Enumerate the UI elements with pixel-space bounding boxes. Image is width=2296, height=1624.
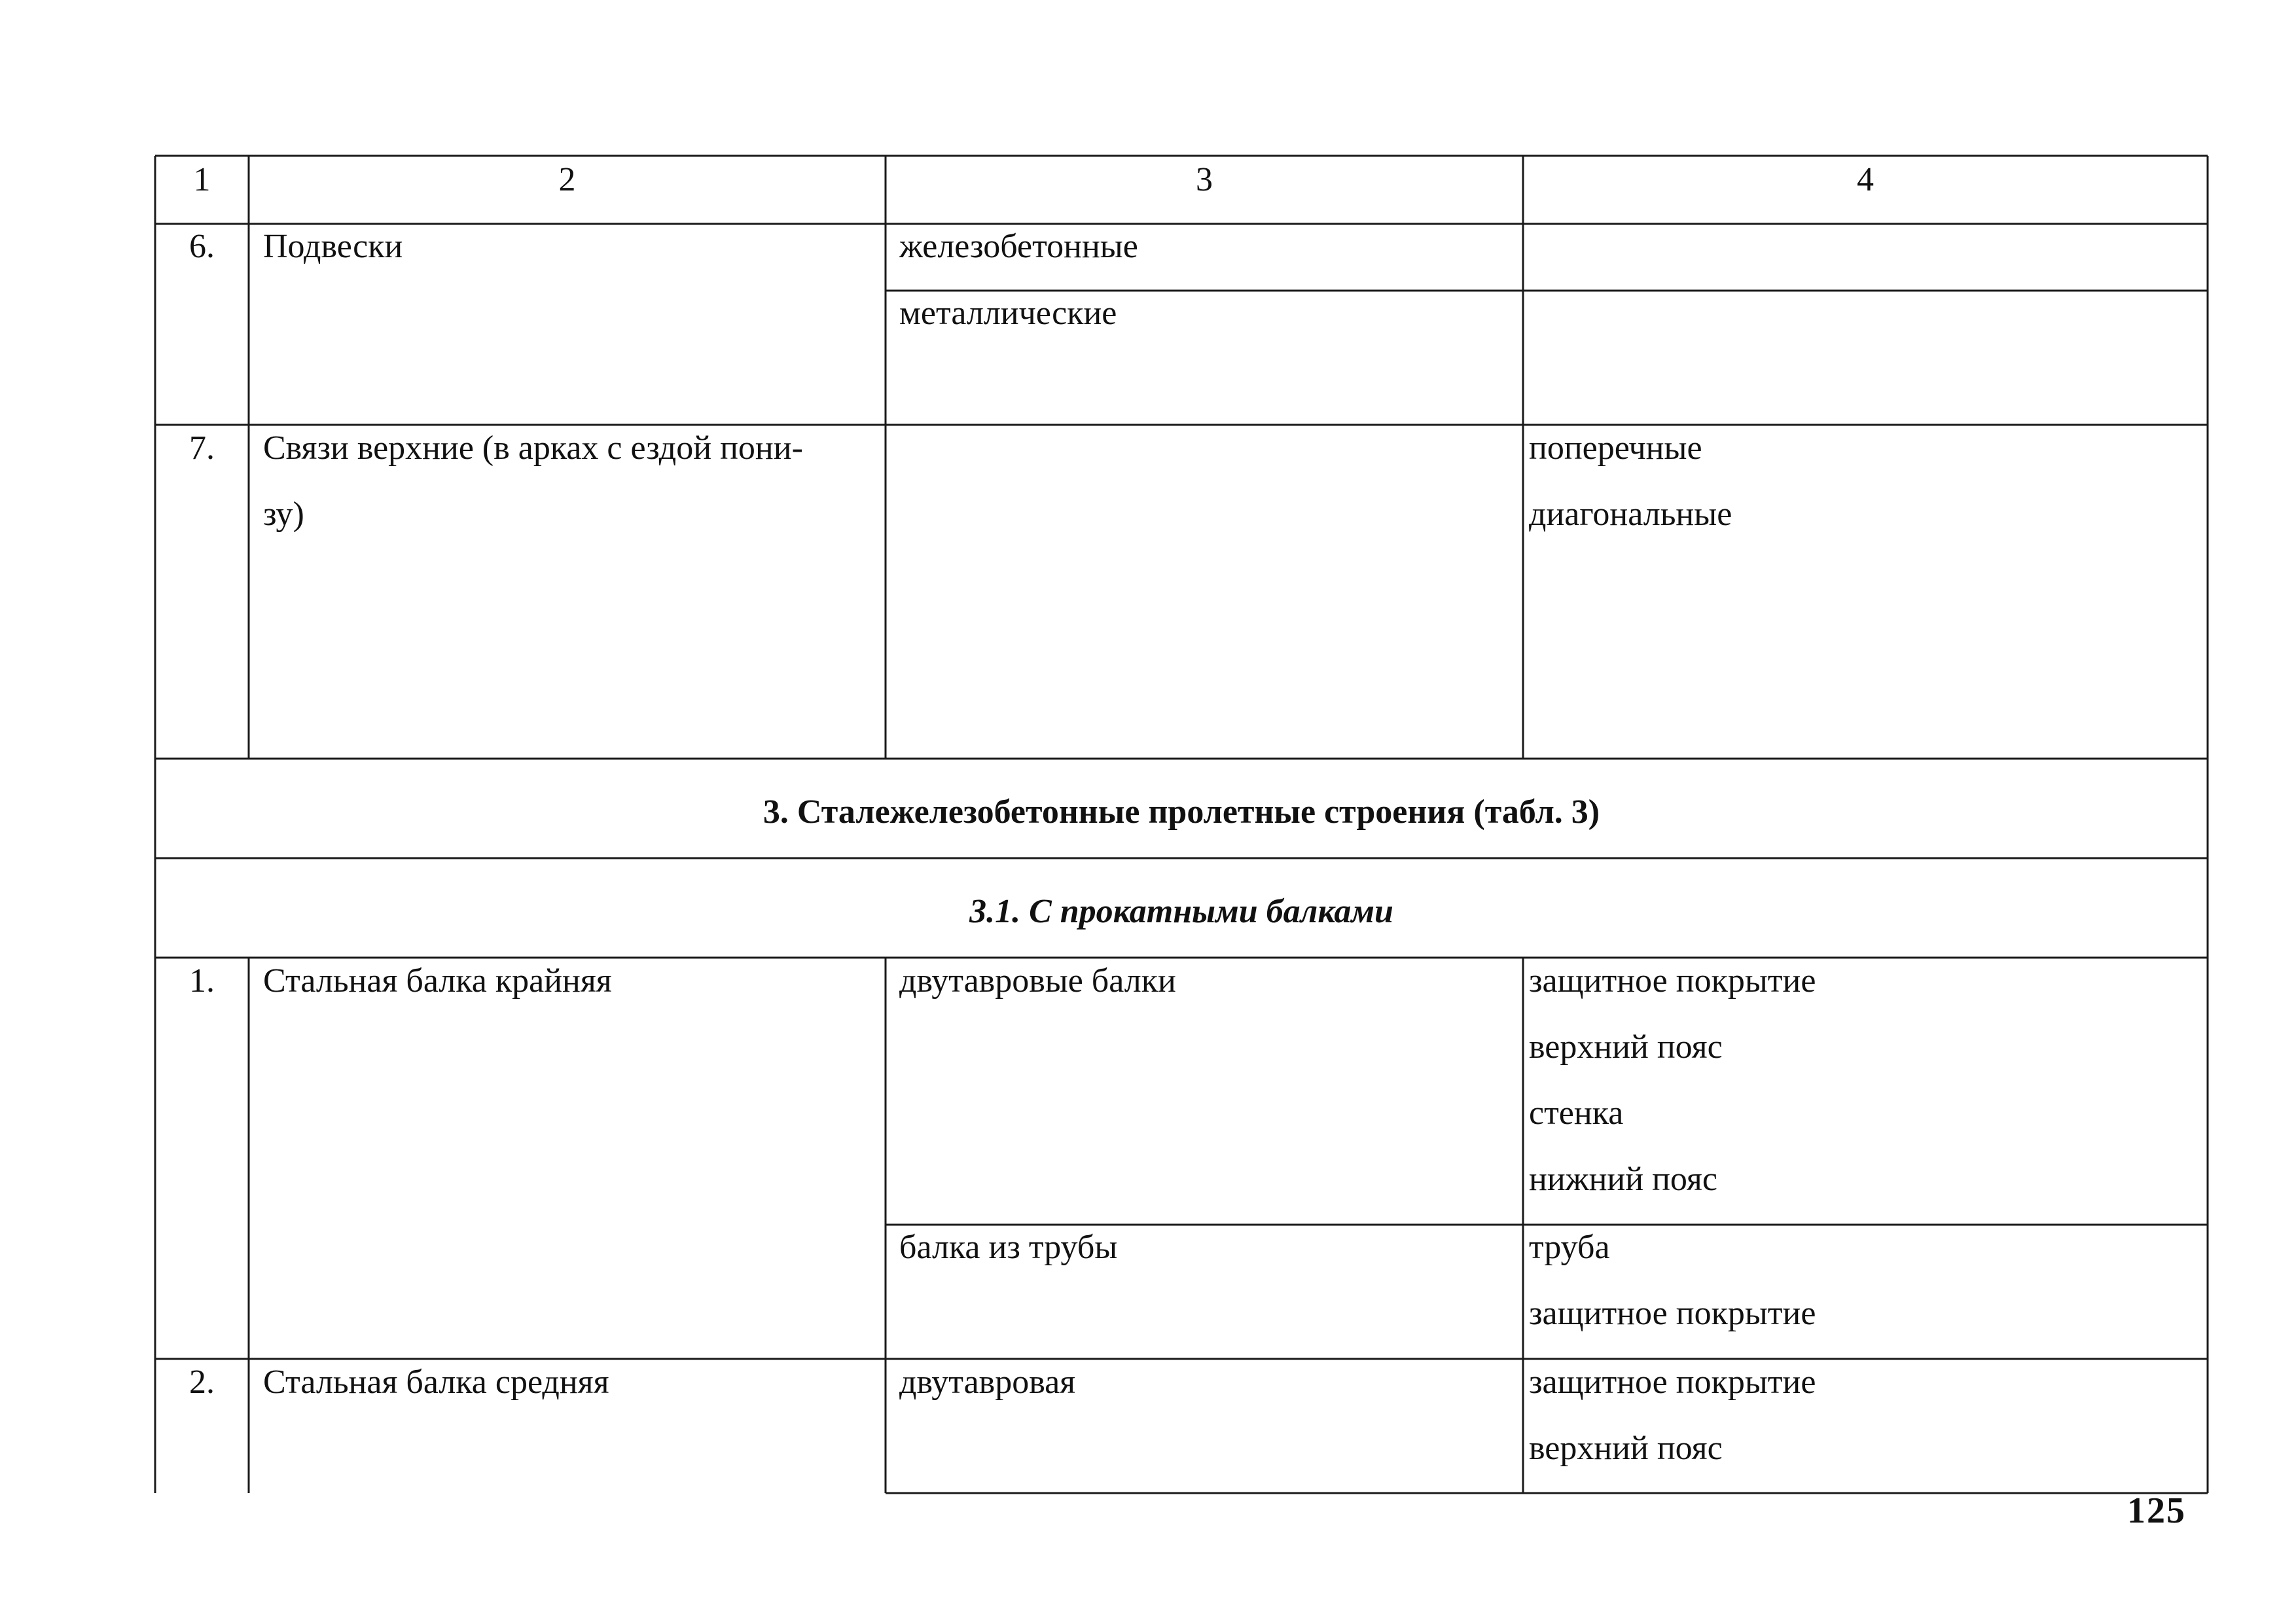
row-2-type-1-part: защитное покрытие bbox=[1529, 1363, 1816, 1401]
row-2-type-1: двутавровая bbox=[899, 1363, 1076, 1401]
row-1-number: 1. bbox=[189, 962, 215, 1000]
row-7-number: 7. bbox=[189, 429, 215, 467]
row-1-type-2-part: труба bbox=[1529, 1229, 1610, 1266]
row-7-element-line-1: Связи верхние (в арках с ездой пони- bbox=[263, 429, 803, 467]
row-2-element: Стальная балка средняя bbox=[263, 1363, 609, 1401]
row-1-type-2-part: защитное покрытие bbox=[1529, 1295, 1816, 1332]
row-1-type-1-part: нижний пояс bbox=[1529, 1161, 1717, 1198]
header-col-2: 2 bbox=[558, 161, 576, 198]
subsection-title: 3.1. С прокатными балками bbox=[969, 893, 1393, 930]
row-6-number: 6. bbox=[189, 228, 215, 265]
row-7-element-line-2: зу) bbox=[263, 496, 304, 533]
row-2-number: 2. bbox=[189, 1363, 215, 1401]
header-col-4: 4 bbox=[1857, 161, 1874, 198]
row-7-part-2: диагональные bbox=[1529, 496, 1732, 533]
row-7-part-1: поперечные bbox=[1529, 429, 1702, 467]
row-2-type-1-part: верхний пояс bbox=[1529, 1430, 1723, 1467]
row-1-type-1-part: стенка bbox=[1529, 1094, 1624, 1132]
header-col-3: 3 bbox=[1196, 161, 1213, 198]
row-1-type-1-part: защитное покрытие bbox=[1529, 962, 1816, 1000]
row-6-type-2: металлические bbox=[899, 295, 1117, 332]
row-1-type-1-part: верхний пояс bbox=[1529, 1028, 1723, 1066]
row-1-type-1: двутавровые балки bbox=[899, 962, 1176, 1000]
row-6-element: Подвески bbox=[263, 228, 403, 265]
row-1-element: Стальная балка крайняя bbox=[263, 962, 612, 1000]
header-col-1: 1 bbox=[193, 161, 211, 198]
row-6-type-1: железобетонные bbox=[899, 228, 1138, 265]
page-number: 125 bbox=[2127, 1490, 2186, 1531]
row-1-type-2: балка из трубы bbox=[899, 1229, 1118, 1266]
section-title: 3. Сталежелезобетонные пролетные строения (табл. 3) bbox=[762, 793, 1600, 831]
